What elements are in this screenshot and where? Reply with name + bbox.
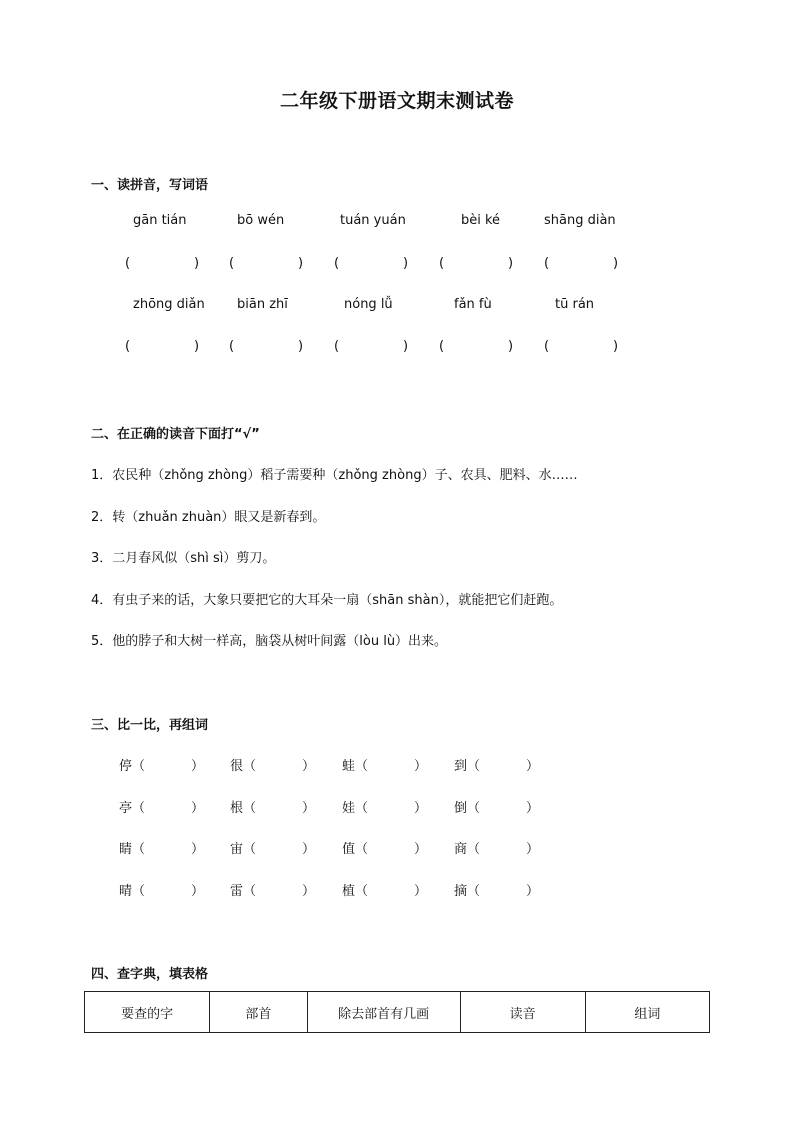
open-paren: ( xyxy=(125,256,131,271)
close-paren: ) xyxy=(508,256,514,271)
table-header-cell: 组词 xyxy=(585,992,709,1033)
table-header-cell: 部首 xyxy=(210,992,307,1033)
compare-row-1 xyxy=(0,755,794,775)
question-item: 5．他的脖子和大树一样高，脑袋从树叶间露（lòu lù）出来。 xyxy=(91,634,448,649)
compare-row-3 xyxy=(0,838,794,858)
compare-item: 亭（ ） xyxy=(119,801,205,816)
open-paren: ( xyxy=(229,256,235,271)
character: 值 xyxy=(342,842,356,857)
close-paren: ) xyxy=(613,339,619,354)
table-header-cell: 读音 xyxy=(460,992,585,1033)
pinyin-word: shāng diàn xyxy=(544,213,616,228)
character: 娃 xyxy=(342,801,356,816)
question-item: 1．农民种（zhǒng zhòng）稻子需要种（zhǒng zhòng）子、农具、肥料、水…… xyxy=(91,468,578,483)
compare-item: 商（ ） xyxy=(454,842,540,857)
close-paren: ) xyxy=(298,256,304,271)
answer-blanks-row-1 xyxy=(0,256,794,276)
page-title: 二年级下册语文期末测试卷 xyxy=(279,90,514,112)
pinyin-word: zhōng diǎn xyxy=(133,297,205,312)
compare-item: 植（ ） xyxy=(342,884,428,899)
close-paren: ) xyxy=(194,256,200,271)
close-paren: ) xyxy=(403,256,409,271)
open-paren: ( xyxy=(125,339,131,354)
character: 根 xyxy=(230,801,244,816)
table-header-cell: 要查的字 xyxy=(85,992,210,1033)
character: 很 xyxy=(230,759,244,774)
character: 亭 xyxy=(119,801,133,816)
compare-item: 到（ ） xyxy=(454,759,540,774)
compare-item: 根（ ） xyxy=(230,801,316,816)
compare-item: 值（ ） xyxy=(342,842,428,857)
compare-item: 宙（ ） xyxy=(230,842,316,857)
table-header-row xyxy=(85,992,710,1033)
open-paren: ( xyxy=(334,256,340,271)
section-2-heading: 二、在正确的读音下面打“√” xyxy=(91,427,260,442)
question-item: 4．有虫子来的话，大象只要把它的大耳朵一扇（shān shàn），就能把它们赶跑。 xyxy=(91,593,563,608)
dictionary-table xyxy=(84,991,710,1033)
section-4-heading: 四、查字典，填表格 xyxy=(91,967,209,982)
character: 植 xyxy=(342,884,356,899)
close-paren: ) xyxy=(194,339,200,354)
character: 蛙 xyxy=(342,759,356,774)
open-paren: ( xyxy=(439,256,445,271)
close-paren: ) xyxy=(613,256,619,271)
open-paren: ( xyxy=(439,339,445,354)
pinyin-row-1 xyxy=(0,213,794,233)
compare-item: 晴（ ） xyxy=(119,884,205,899)
character: 宙 xyxy=(230,842,244,857)
character: 倒 xyxy=(454,801,468,816)
character: 停 xyxy=(119,759,133,774)
compare-item: 倒（ ） xyxy=(454,801,540,816)
compare-item: 睛（ ） xyxy=(119,842,205,857)
compare-row-2 xyxy=(0,797,794,817)
open-paren: ( xyxy=(334,339,340,354)
compare-item: 娃（ ） xyxy=(342,801,428,816)
character: 晴 xyxy=(119,884,133,899)
compare-item: 蛙（ ） xyxy=(342,759,428,774)
pinyin-word: bō wén xyxy=(237,213,285,228)
question-item: 3．二月春风似（shì sì）剪刀。 xyxy=(91,551,276,566)
character: 摘 xyxy=(454,884,468,899)
close-paren: ) xyxy=(508,339,514,354)
section-1-heading: 一、读拼音，写词语 xyxy=(91,178,209,193)
question-item: 2．转（zhuǎn zhuàn）眼又是新春到。 xyxy=(91,510,326,525)
pinyin-word: bèi ké xyxy=(461,213,501,228)
open-paren: ( xyxy=(544,256,550,271)
character: 商 xyxy=(454,842,468,857)
pinyin-word: tū rán xyxy=(555,297,595,312)
pinyin-word: fǎn fù xyxy=(454,297,492,312)
compare-item: 很（ ） xyxy=(230,759,316,774)
open-paren: ( xyxy=(229,339,235,354)
close-paren: ) xyxy=(403,339,409,354)
compare-row-4 xyxy=(0,880,794,900)
character: 雷 xyxy=(230,884,244,899)
pinyin-row-2 xyxy=(0,297,794,317)
compare-item: 摘（ ） xyxy=(454,884,540,899)
compare-item: 雷（ ） xyxy=(230,884,316,899)
section-3-heading: 三、比一比，再组词 xyxy=(91,718,209,733)
answer-blanks-row-2 xyxy=(0,339,794,359)
character: 到 xyxy=(454,759,468,774)
open-paren: ( xyxy=(544,339,550,354)
pinyin-word: nóng lǚ xyxy=(344,297,393,312)
pinyin-word: gān tián xyxy=(133,213,187,228)
table-header-cell: 除去部首有几画 xyxy=(307,992,460,1033)
compare-item: 停（ ） xyxy=(119,759,205,774)
pinyin-word: biān zhī xyxy=(237,297,288,312)
pinyin-word: tuán yuán xyxy=(340,213,406,228)
character: 睛 xyxy=(119,842,133,857)
close-paren: ) xyxy=(298,339,304,354)
